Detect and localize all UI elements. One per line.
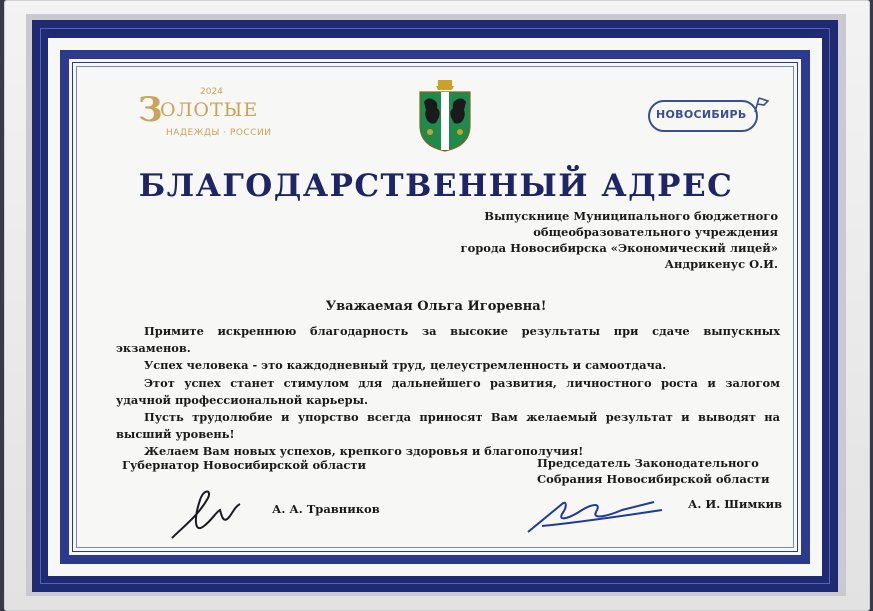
logo-text: НОВОСИБИРЬ — [656, 108, 747, 121]
golden-hopes-logo — [138, 87, 278, 146]
paragraph: Пусть трудолюбие и упорство всегда приносят Вам желаемый результат и выводят на высший уровень! — [116, 410, 780, 442]
paragraph: Желаем Вам новых успехов, крепкого здоровья и благополучия! — [144, 444, 584, 459]
logo-letter: З — [138, 90, 162, 130]
logo-year: 2024 — [200, 87, 223, 97]
document-title: БЛАГОДАРСТВЕННЫЙ АДРЕС — [138, 168, 734, 204]
paragraph: Примите искреннюю благодарность за высокие результаты при сдаче выпускных экзаменов. — [116, 324, 780, 356]
addressee-line: Андрикенус О.И. — [664, 257, 778, 271]
chairman-title — [537, 455, 769, 487]
addressee-line: общеобразовательного учреждения — [533, 225, 778, 239]
governor-title: Губернатор Новосибирской области — [122, 458, 367, 472]
chairman-name: А. И. Шимкив — [688, 497, 783, 511]
paragraph: Этот успех станет стимулом для дальнейшего развития, личностного роста и залогом удачной профессиональной карьеры. — [116, 375, 780, 407]
addressee-line: города Новосибирска «Экономический лицей» — [460, 241, 778, 255]
logo-subtitle: НАДЕЖДЫ · РОССИИ — [166, 128, 272, 138]
governor-signature — [164, 476, 254, 546]
chairman-signature — [522, 492, 692, 536]
addressee-block — [440, 208, 778, 272]
flag-icon — [752, 96, 770, 114]
letter-body — [116, 323, 780, 461]
paragraph: Успех человека - это каждодневный труд, целеустремленность и самоотдача. — [144, 358, 667, 373]
novosibirsk-brand-logo — [648, 96, 778, 136]
logo-word: ОЛОТЫЕ — [160, 99, 259, 121]
novosibirsk-coat-of-arms-icon — [418, 80, 472, 152]
addressee-line: Выпускнице Муниципального бюджетного — [484, 209, 778, 223]
chairman-title-line: Председатель Законодательного — [537, 456, 759, 470]
chairman-title-line: Собрания Новосибирской области — [537, 472, 770, 486]
greeting: Уважаемая Ольга Игоревна! — [325, 299, 547, 314]
governor-name: А. А. Травников — [272, 502, 380, 516]
